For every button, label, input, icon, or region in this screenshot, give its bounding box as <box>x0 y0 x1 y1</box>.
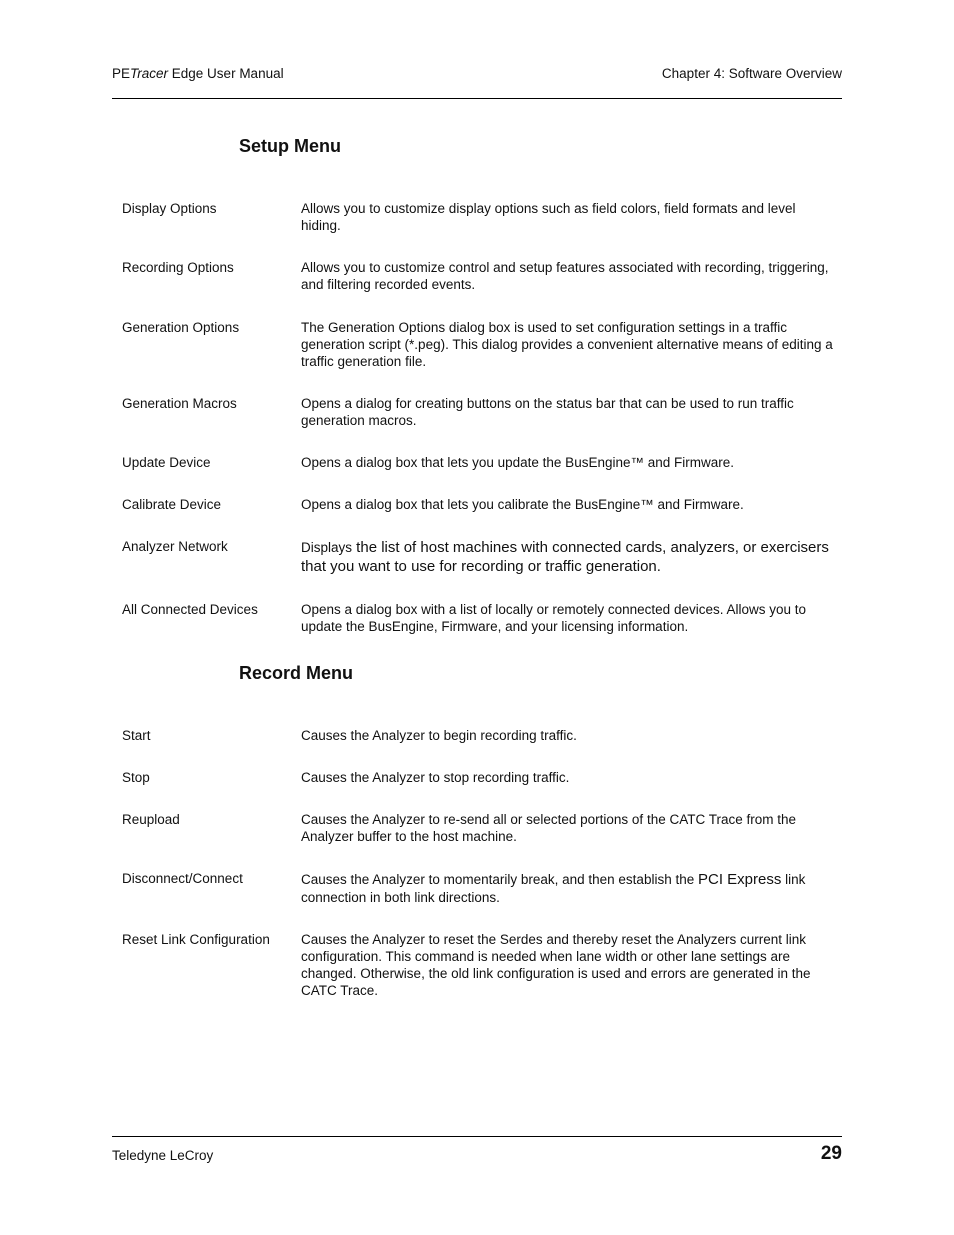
desc-generation-macros: Opens a dialog for creating buttons on the status bar that can be used to run traffic generation macros. <box>301 396 794 428</box>
term-analyzer-network: Analyzer Network <box>122 539 228 554</box>
header-rule <box>112 98 842 99</box>
term-reupload: Reupload <box>122 812 180 827</box>
desc-generation-options: The Generation Options dialog box is used to set configuration settings in a traffic generation script (*.peg). This dialog provides a convenient alternative means of editing a traffic generation file. <box>301 320 833 369</box>
term-display-options: Display Options <box>122 201 217 216</box>
chapter-title: Chapter 4: Software Overview <box>661 66 842 81</box>
term-all-connected-devices: All Connected Devices <box>122 602 258 617</box>
desc-stop: Causes the Analyzer to stop recording traffic. <box>301 770 570 785</box>
term-calibrate-device: Calibrate Device <box>122 497 222 512</box>
term-disconnect-connect: Disconnect/Connect <box>122 871 243 886</box>
desc-analyzer-network: Displays the list of host machines with connected cards, analyzers, or exercisers that you want to use for recording or traffic generation. <box>301 539 829 575</box>
term-recording-options: Recording Options <box>122 260 234 275</box>
term-reset-link-configuration: Reset Link Configuration <box>122 932 270 947</box>
desc-update-device: Opens a dialog box that lets you update the BusEngine™ and Firmware. <box>301 455 735 470</box>
desc-reset-link-configuration: Causes the Analyzer to reset the Serdes and thereby reset the Analyzers current link configuration. This command is needed when lane width or other lane settings are changed. Otherwise, the old link configuration is used and errors are generated in the CATC Trace. <box>301 932 811 998</box>
setup-menu-heading: Setup Menu <box>239 136 341 156</box>
term-update-device: Update Device <box>122 455 211 470</box>
desc-start: Causes the Analyzer to begin recording traffic. <box>301 728 577 743</box>
desc-reupload: Causes the Analyzer to re-send all or selected portions of the CATC Trace from the Analyzer buffer to the host machine. <box>301 812 796 844</box>
term-generation-macros: Generation Macros <box>122 396 237 411</box>
desc-all-connected-devices: Opens a dialog box with a list of locally or remotely connected devices. Allows you to update the BusEngine, Firmware, and your licensing information. <box>301 602 807 634</box>
desc-display-options: Allows you to customize display options such as field colors, field formats and level hiding. <box>301 201 796 233</box>
record-menu-heading: Record Menu <box>239 663 354 683</box>
manual-title: PETracer Edge User Manual <box>112 66 284 81</box>
page-number: 29 <box>820 1143 842 1164</box>
desc-recording-options: Allows you to customize control and setup features associated with recording, triggering, and filtering recorded events. <box>301 260 829 292</box>
desc-disconnect-connect: Causes the Analyzer to momentarily break, and then establish the PCI Express link connection in both link directions. <box>301 871 806 905</box>
term-start: Start <box>122 728 151 743</box>
page-header <box>112 66 842 86</box>
footer-rule <box>112 1136 842 1137</box>
term-generation-options: Generation Options <box>122 320 240 335</box>
desc-calibrate-device: Opens a dialog box that lets you calibrate the BusEngine™ and Firmware. <box>301 497 744 512</box>
company-name: Teledyne LeCroy <box>112 1148 214 1163</box>
term-stop: Stop <box>122 770 150 785</box>
